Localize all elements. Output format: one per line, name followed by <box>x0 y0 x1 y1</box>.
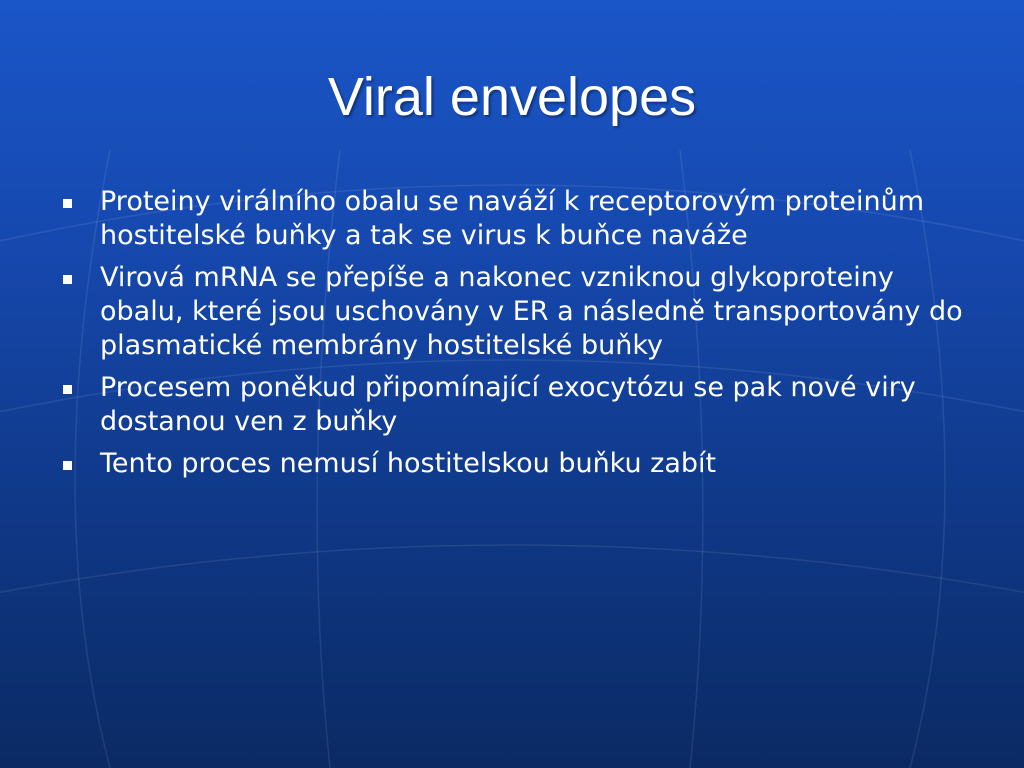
bullet-text: Proteiny virálního obalu se naváží k receptorovým proteinům hostitelské buňky a tak se virus k buňce naváže <box>100 186 925 251</box>
bullet-text: Tento proces nemusí hostitelskou buňku zabít <box>100 448 717 479</box>
square-bullet-icon <box>63 275 72 284</box>
slide-title: Viral envelopes <box>327 67 697 127</box>
bullet-item <box>60 185 970 253</box>
square-bullet-icon <box>63 385 72 394</box>
bullet-item <box>60 371 970 439</box>
bullet-text: Procesem poněkud připomínající exocytózu se pak nové viry dostanou ven z buňky <box>100 372 916 437</box>
bullet-item <box>60 261 970 363</box>
square-bullet-icon <box>63 461 72 470</box>
bullet-list <box>60 185 970 489</box>
bullet-item <box>60 447 970 481</box>
bullet-text: Virová mRNA se přepíše a nakonec vzniknou glykoproteiny obalu, které jsou uschovány v ER a následně transportovány do plasmatické membrány hostitelské buňky <box>100 262 963 361</box>
square-bullet-icon <box>63 199 72 208</box>
